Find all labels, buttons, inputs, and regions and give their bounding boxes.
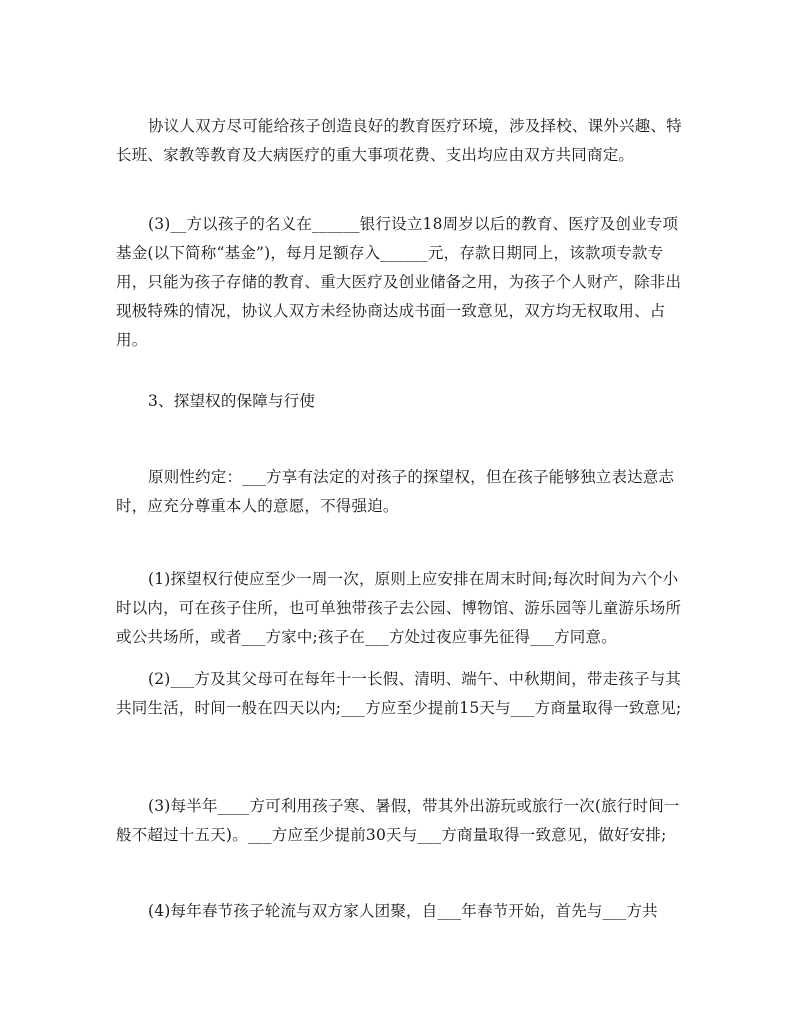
- paragraph-weekly-visit: (1)探望权行使应至少一周一次，原则上应安排在周末时间;每次时间为六个小时以内，可在孩子住所，也可单独带孩子去公园、博物馆、游乐园等儿童游乐场所或公共场所，或者___方家中;孩子在___方处过夜应事先征得___方同意。: [116, 570, 682, 646]
- paragraph-education-medical: 协议人双方尽可能给孩子创造良好的教育医疗环境，涉及择校、课外兴趣、特长班、家教等教育及大病医疗的重大事项花费、支出均应由双方共同商定。: [116, 117, 682, 164]
- section-heading-visitation: 3、探望权的保障与行使: [148, 392, 316, 410]
- paragraph-holiday-visit: (2)___方及其父母可在每年十一长假、清明、端午、中秋期间，带走孩子与其共同生活，时间一般在四天以内;___方应至少提前15天与___方商量取得一致意见;: [116, 670, 682, 717]
- paragraph-spring-festival: (4)每年春节孩子轮流与双方家人团聚，自___年春节开始，首先与___方共: [148, 902, 658, 920]
- paragraph-principle: 原则性约定：___方享有法定的对孩子的探望权，但在孩子能够独立表达意志时，应充分尊重本人的意愿，不得强迫。: [116, 468, 675, 515]
- paragraph-special-fund: (3)__方以孩子的名义在______银行设立18周岁以后的教育、医疗及创业专项基金(以下简称“基金”)，每月足额存入______元，存款日期同上，该款项专款专用，只能为孩子存储的教育、重大医疗及创业储备之用，为孩子个人财产，除非出现极特殊的情况，协议人双方未经协商达成书面一致意见，双方均无权取用、占用。: [116, 215, 682, 349]
- paragraph-semiannual-trip: (3)每半年____方可利用孩子寒、暑假，带其外出游玩或旅行一次(旅行时间一般不超过十五天)。___方应至少提前30天与___方商量取得一致意见，做好安排;: [116, 797, 680, 844]
